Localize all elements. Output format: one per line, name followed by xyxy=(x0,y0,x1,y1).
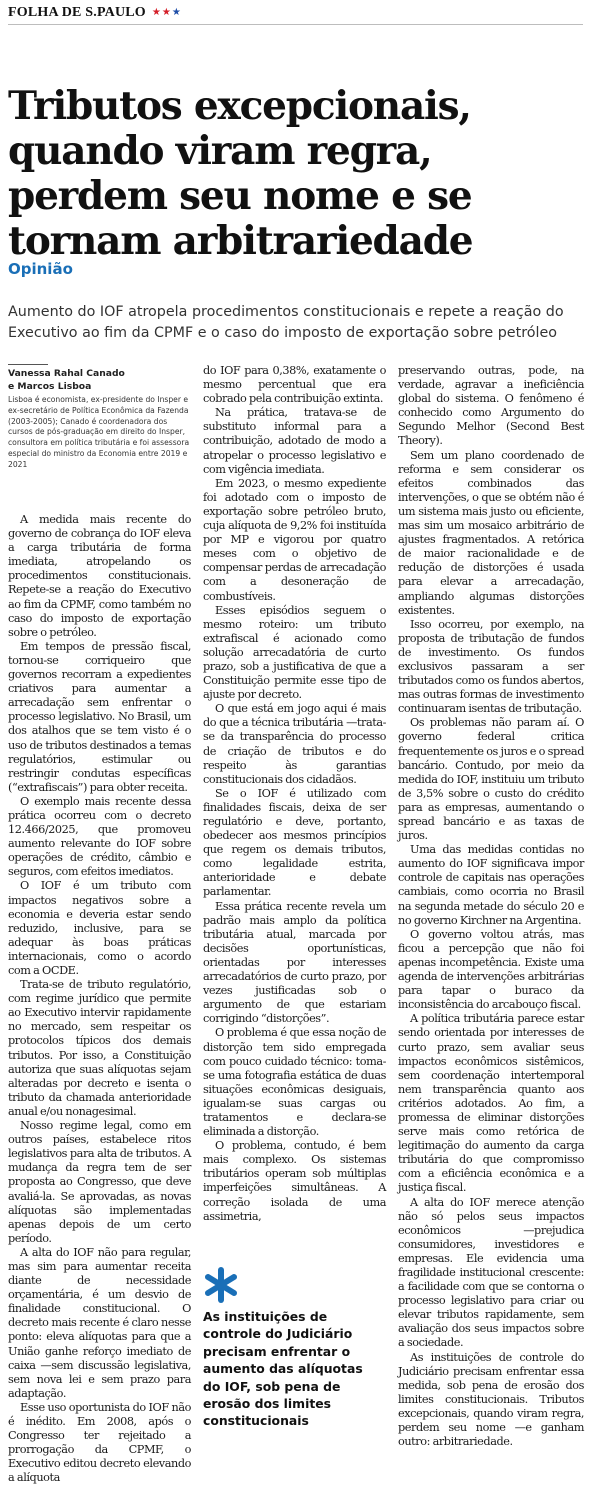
masthead-stars xyxy=(152,8,181,18)
author-names xyxy=(8,367,193,393)
masthead-divider xyxy=(8,24,583,25)
paragraph: A política tributária parece estar sendo orientada por interesses de curto prazo, sem avaliar seus impactos econômicos sistêmicos, sem coordenação intertemporal nem transparência quanto aos critérios adotados. Ao fim, a promessa de eliminar distorções serve mais como retórica de legitimação do aumento da carga tributária do que compromisso com a eficiência econômica e a justiça fiscal. xyxy=(398,1012,584,1195)
paragraph: preservando outras, pode, na verdade, agravar a ineficiência global do sistema. O fenômeno é conhecido como Argumento do Segundo Melhor (Second Best Theory). xyxy=(398,364,584,448)
paragraph: Uma das medidas contidas no aumento do IOF significava impor controle de capitais nas operações cambiais, como ocorria no Brasil na segunda metade do século 20 e no governo Kirchner na Argentina. xyxy=(398,843,584,927)
paragraph: Essa prática recente revela um padrão mais amplo da política tributária atual, marcada por decisões oportunísticas, orientadas por interesses arrecadatórios de curto prazo, por vezes justificadas sob o argumento de que estariam corrigindo “distorções”. xyxy=(203,899,386,1026)
article-column-3 xyxy=(398,364,584,1449)
author-divider xyxy=(8,364,48,365)
paragraph: As instituições de controle do Judiciário precisam enfrentar essa medida, sob pena de erosão dos limites constitucionais. Tributos excepcionais, quando viram regra, perdem seu nome —e ganham outro: arbitrariedade. xyxy=(398,1350,584,1449)
paragraph: O IOF é um tributo com impactos negativos sobre a economia e deveria estar sendo reduzido, inclusive, para se adequar às boas práticas internacionais, como o acordo com a OCDE. xyxy=(8,879,191,977)
paragraph: Trata-se de tributo regulatório, com regime jurídico que permite ao Executivo intervir rapidamente no mercado, sem respeitar os protocolos típicos dos demais tributos. Por isso, a Constituição autoriza que suas alíquotas sejam alteradas por decreto e isenta o tributo da chamada anterioridade anual e/ou nonagesimal. xyxy=(8,978,191,1118)
section-label[interactable]: Opinião xyxy=(8,260,73,278)
asterisk-icon xyxy=(203,1267,239,1303)
headline: Tributos excepcionais, quando viram regra, perdem seu nome e se tornam arbitrariedade xyxy=(8,83,473,264)
paragraph: do IOF para 0,38%, exatamente o mesmo percentual que era cobrado pela contribuição extinta. xyxy=(203,364,386,406)
star-icon: ★ xyxy=(151,7,161,18)
paragraph: Na prática, tratava-se de substituto informal para a contribuição, adotado de modo a atropelar o processo legislativo e com vigência imediata. xyxy=(203,406,386,476)
paragraph: Os problemas não param aí. O governo federal critica frequentemente os juros e o spread bancário. Contudo, por meio da medida do IOF, instituiu um tributo de 3,5% sobre o custo do crédito para as empresas, aumentando o spread bancário e as taxas de juros. xyxy=(398,716,584,843)
paragraph: Em tempos de pressão fiscal, tornou-se corriqueiro que governos recorram a expedientes criativos para aumentar a arrecadação sem enfrentar o processo legislativo. No Brasil, um dos atalhos que se tem visto é o uso de tributos destinados a temas regulatórios, estimular ou restringir condutas específicas (“extrafiscais”) para obter receita. xyxy=(8,639,191,794)
paragraph: O governo voltou atrás, mas ficou a percepção que não foi apenas incompetência. Existe uma agenda de intervenções arbitrárias para tapar o buraco da inconsistência do arcabouço fiscal. xyxy=(398,927,584,1012)
paragraph: Isso ocorreu, por exemplo, na proposta de tributação de fundos de investimento. Os fundos exclusivos passaram a ser tributados como os fundos abertos, mas outras formas de investimento continuaram isentas de tributação. xyxy=(398,617,584,716)
paragraph: O exemplo mais recente dessa prática ocorreu com o decreto 12.466/2025, que promoveu aumento relevante do IOF sobre operações de crédito, câmbio e seguros, com efeitos imediatos. xyxy=(8,794,191,879)
paragraph: Sem um plano coordenado de reforma e sem considerar os efeitos combinados das intervenções, o que se obtém não é um sistema mais justo ou eficiente, mas sim um mosaico arbitrário de ajustes fragmentados. A retórica de maior racionalidade e de redução de distorções é usada para elevar a arrecadação, ampliando algumas distorções existentes. xyxy=(398,448,584,617)
article-column-2 xyxy=(203,364,386,1224)
paragraph: A alta do IOF não para regular, mas sim para aumentar receita diante de necessidade orçamentária, é um desvio de finalidade constitucional. O decreto mais recente é claro nesse ponto: eleva alíquotas para que a União ganhe reforço imediato de caixa —sem discussão legislativa, sem nova lei e sem prazo para adaptação. xyxy=(8,1245,191,1400)
article-column-1 xyxy=(8,513,191,1485)
author-bio: Lisboa é economista, ex-presidente do Insper e ex-secretário de Política Econômica da Fazenda (2003-2005); Canado é coordenadora dos cursos de pós-graduação em direito do Insper, consultora em política tributária e foi assessora especial do ministro da Economia entre 2019 e 2021 xyxy=(8,395,190,469)
paragraph: Se o IOF é utilizado com finalidades fiscais, deixa de ser regulatório e deve, portanto, obedecer aos mesmos princípios que regem os demais tributos, como legalidade estrita, anterioridade e debate parlamentar. xyxy=(203,786,386,899)
masthead xyxy=(8,4,181,22)
author-block xyxy=(8,367,193,471)
author-name: Vanessa Rahal Canado xyxy=(8,368,125,379)
paragraph: O problema é que essa noção de distorção tem sido empregada com pouco cuidado técnico: toma-se uma fotografia estática de duas situações econômicas desiguais, igualam-se suas cargas ou tratamentos e declara-se eliminada a distorção. xyxy=(203,1026,386,1139)
pull-quote: As instituições de controle do Judiciário precisam enfrentar o aumento das alíquotas do IOF, sob pena de erosão dos limites constitucionais xyxy=(203,1309,363,1429)
author-name: e Marcos Lisboa xyxy=(8,381,92,392)
folha-logo: FOLHA DE S.PAULO xyxy=(8,5,146,20)
star-icon: ★ xyxy=(171,7,181,18)
star-icon: ★ xyxy=(161,7,171,18)
paragraph: O que está em jogo aqui é mais do que a técnica tributária —trata-se da transparência do processo de criação de tributos e do respeito às garantias constitucionais dos cidadãos. xyxy=(203,702,386,786)
paragraph: A medida mais recente do governo de cobrança do IOF eleva a carga tributária de forma imediata, atropelando os procedimentos constitucionais. Repete-se a reação do Executivo ao fim da CPMF, como também no caso do imposto de exportação sobre o petróleo. xyxy=(8,513,191,639)
paragraph: Esses episódios seguem o mesmo roteiro: um tributo extrafiscal é acionado como solução arrecadatória de curto prazo, sob a justificativa de que a Constituição permite esse tipo de ajuste por decreto. xyxy=(203,603,386,702)
paragraph: Em 2023, o mesmo expediente foi adotado com o imposto de exportação sobre petróleo bruto, cuja alíquota de 9,2% foi instituída por MP e vigorou por quatro meses com o objetivo de compensar perdas de arrecadação com a desoneração de combustíveis. xyxy=(203,476,386,603)
deck: Aumento do IOF atropela procedimentos constitucionais e repete a reação do Executivo ao fim da CPMF e o caso do imposto de exportação sobre petróleo xyxy=(8,304,564,341)
paragraph: O problema, contudo, é bem mais complexo. Os sistemas tributários operam sob múltiplas imperfeições simultâneas. A correção isolada de uma assimetria, xyxy=(203,1139,386,1223)
paragraph: Esse uso oportunista do IOF não é inédito. Em 2008, após o Congresso ter rejeitado a prorrogação da CPMF, o Executivo editou decreto elevando a alíquota xyxy=(8,1400,191,1485)
paragraph: Nosso regime legal, como em outros países, estabelece ritos legislativos para alta de tributos. A mudança da regra tem de ser proposta ao Congresso, que deve avaliá-la. Se aprovadas, as novas alíquotas são implementadas apenas depois de um certo período. xyxy=(8,1119,191,1245)
paragraph: A alta do IOF merece atenção não só pelos seus impactos econômicos —prejudica consumidores, investidores e empresas. Ele evidencia uma fragilidade institucional crescente: a facilidade com que se contorna o processo legislativo para criar ou elevar tributos rapidamente, sem avaliação dos seus impactos sobre a sociedade. xyxy=(398,1195,584,1350)
